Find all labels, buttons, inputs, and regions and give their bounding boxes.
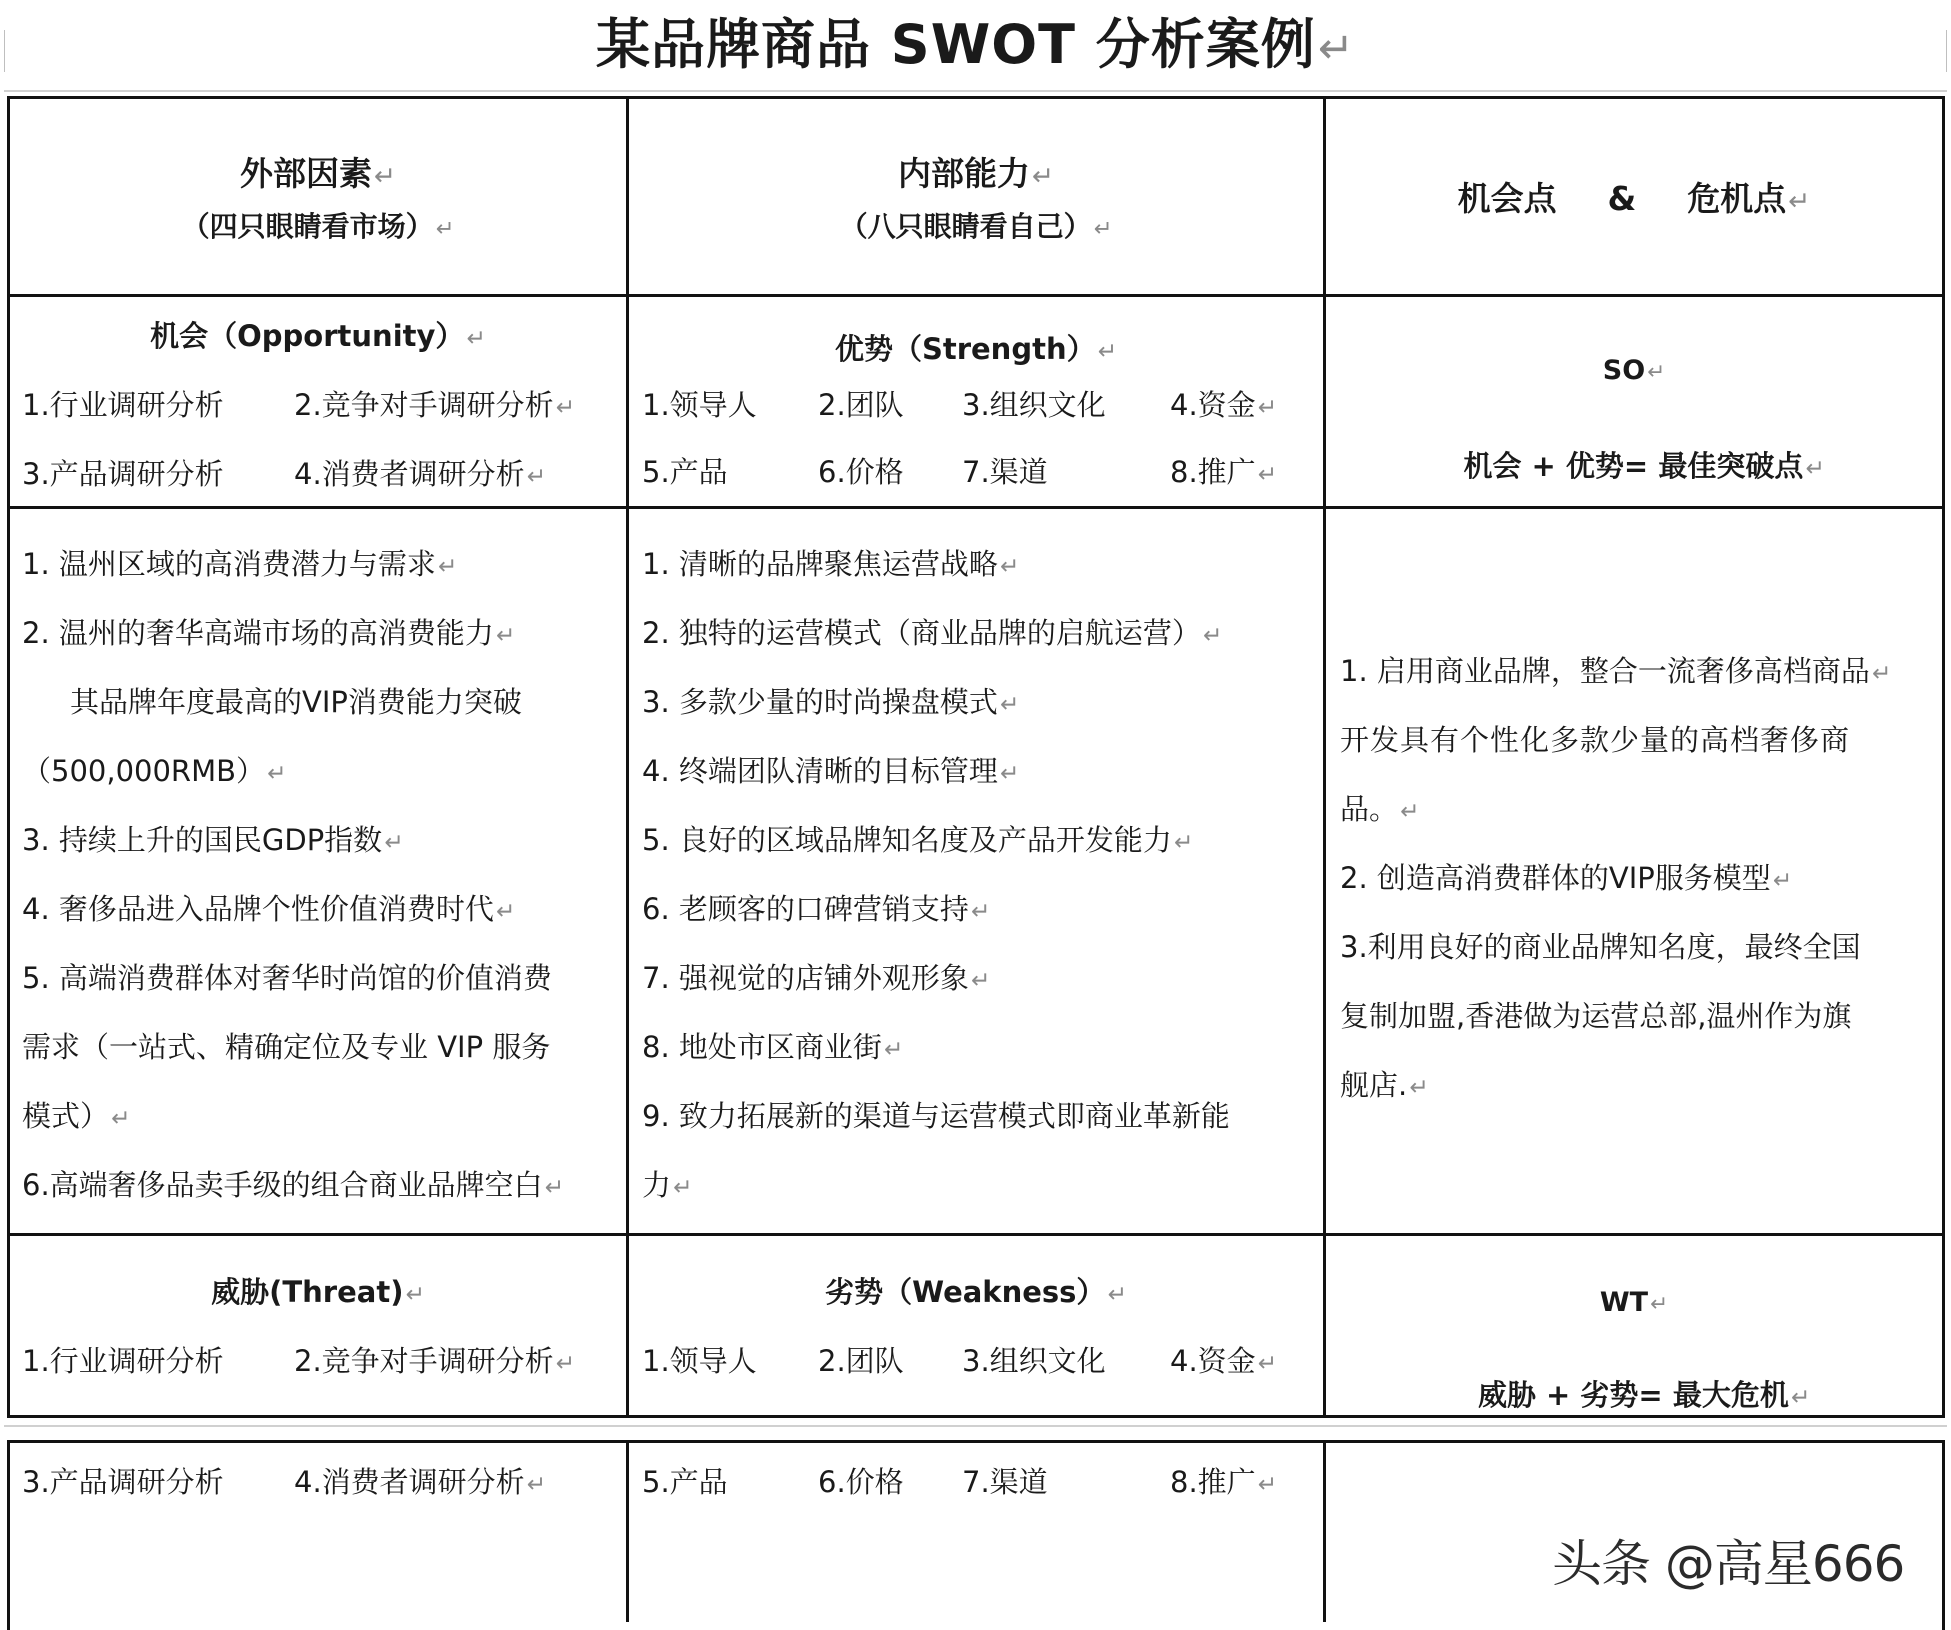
return-mark-icon: ↵ bbox=[555, 1350, 576, 1377]
return-mark-icon: ↵ bbox=[1107, 1281, 1127, 1308]
s-detail-text: 9. 致力拓展新的渠道与运营模式即商业革新能 bbox=[642, 1099, 1230, 1133]
return-mark-icon: ↵ bbox=[999, 691, 1020, 718]
strength-title bbox=[629, 327, 1323, 368]
return-mark-icon: ↵ bbox=[1772, 867, 1793, 894]
so-title bbox=[1326, 355, 1942, 386]
s-detail-line bbox=[642, 680, 1019, 721]
so-detail-text: 1. 启用商业品牌，整合一流奢侈高档商品 bbox=[1340, 654, 1870, 688]
return-mark-icon: ↵ bbox=[111, 1105, 131, 1132]
strength-title-text: 优势（Strength） bbox=[834, 332, 1096, 366]
so-detail-line bbox=[1340, 994, 1851, 1035]
s-detail-line bbox=[642, 1025, 903, 1066]
so-detail-text: 开发具有个性化多款少量的高档奢侈商 bbox=[1340, 723, 1851, 757]
weakness-item: 1.领导人 bbox=[642, 1344, 757, 1378]
title-text: 某品牌商品 SWOT 分析案例 bbox=[596, 13, 1316, 76]
s-detail-text: 1. 清晰的品牌聚焦运营战略 bbox=[642, 547, 998, 581]
so-detail-text: 3.利用良好的商业品牌知名度，最终全国 bbox=[1340, 930, 1861, 964]
return-mark-icon: ↵ bbox=[405, 1281, 425, 1308]
s-detail-text: 力 bbox=[642, 1168, 672, 1202]
return-mark-icon: ↵ bbox=[526, 463, 547, 490]
return-mark-icon: ↵ bbox=[1871, 660, 1892, 687]
strength-item: 7.渠道 bbox=[962, 455, 1048, 489]
return-mark-icon: ↵ bbox=[526, 1471, 547, 1498]
s-detail-text: 2. 独特的运营模式（商业品牌的启航运营） bbox=[642, 616, 1201, 650]
strength-item: 8.推广 bbox=[1170, 455, 1256, 489]
o-detail-line bbox=[22, 887, 515, 928]
opportunity-item: 3.产品调研分析 bbox=[22, 457, 224, 491]
row-divider-3 bbox=[7, 1233, 1945, 1236]
so-formula-text: 机会 + 优势= 最佳突破点 bbox=[1463, 449, 1804, 483]
page-break bbox=[4, 1425, 1947, 1427]
o-detail-text: 其品牌年度最高的VIP消费能力突破 bbox=[70, 685, 522, 719]
document-title bbox=[0, 2, 1951, 79]
header-points bbox=[1326, 173, 1942, 220]
strength-item: 2.团队 bbox=[818, 388, 904, 422]
s-detail-text: 7. 强视觉的店铺外观形象 bbox=[642, 961, 969, 995]
header-external bbox=[10, 148, 626, 245]
threat-title-text: 威胁(Threat) bbox=[211, 1275, 404, 1309]
internal-title: 内部能力 bbox=[897, 154, 1030, 193]
row-divider-2 bbox=[7, 506, 1945, 509]
o-detail-text: 3. 持续上升的国民GDP指数 bbox=[22, 823, 383, 857]
so-title-text: SO bbox=[1602, 355, 1646, 386]
so-detail-text: 复制加盟,香港做为运营总部,温州作为旗 bbox=[1340, 999, 1852, 1033]
return-mark-icon: ↵ bbox=[267, 760, 287, 787]
return-mark-icon: ↵ bbox=[1805, 455, 1825, 482]
points-title: 机会点 & 危机点 bbox=[1457, 179, 1787, 218]
s-detail-line bbox=[642, 1163, 692, 1204]
strength-item-wrap bbox=[1170, 383, 1277, 424]
return-mark-icon: ↵ bbox=[1097, 338, 1118, 365]
return-mark-icon: ↵ bbox=[373, 161, 397, 192]
return-mark-icon: ↵ bbox=[1257, 1350, 1278, 1377]
o-detail-line bbox=[22, 611, 515, 652]
row-divider-1 bbox=[7, 294, 1945, 297]
o-detail-text: 2. 温州的奢华高端市场的高消费能力 bbox=[22, 616, 494, 650]
s-detail-text: 4. 终端团队清晰的目标管理 bbox=[642, 754, 998, 788]
o-detail-line bbox=[22, 1094, 130, 1135]
so-detail-text: 2. 创造高消费群体的VIP服务模型 bbox=[1340, 861, 1771, 895]
weakness-item: 2.团队 bbox=[818, 1344, 904, 1378]
return-mark-icon: ↵ bbox=[1650, 1292, 1669, 1317]
weakness-item-wrap bbox=[1170, 1460, 1277, 1501]
wt-formula-text: 威胁 + 劣势= 最大危机 bbox=[1477, 1378, 1789, 1412]
opportunity-title-text: 机会（Opportunity） bbox=[150, 319, 465, 353]
s-detail-line bbox=[642, 818, 1193, 859]
return-mark-icon: ↵ bbox=[1647, 360, 1666, 385]
page-edge-left bbox=[4, 30, 5, 72]
external-subtitle: （四只眼睛看市场） bbox=[181, 210, 434, 243]
so-detail-line bbox=[1340, 718, 1850, 759]
s-detail-text: 8. 地处市区商业街 bbox=[642, 1030, 882, 1064]
return-mark-icon: ↵ bbox=[466, 325, 486, 352]
return-mark-icon: ↵ bbox=[437, 553, 458, 580]
o-detail-text: 5. 高端消费群体对奢华时尚馆的价值消费 bbox=[22, 961, 552, 995]
return-mark-icon: ↵ bbox=[1093, 216, 1113, 242]
return-mark-icon: ↵ bbox=[435, 216, 455, 242]
strength-item: 6.价格 bbox=[818, 455, 904, 489]
weakness-item-wrap bbox=[1170, 1339, 1277, 1380]
wt-title-text: WT bbox=[1599, 1287, 1649, 1318]
opportunity-item: 4.消费者调研分析 bbox=[294, 457, 525, 491]
s-detail-line bbox=[642, 887, 990, 928]
so-detail-line bbox=[1340, 856, 1792, 897]
weakness-item: 8.推广 bbox=[1170, 1465, 1256, 1499]
wt-formula bbox=[1326, 1339, 1942, 1414]
o-detail-text: 1. 温州区域的高消费潜力与需求 bbox=[22, 547, 436, 581]
s-detail-line bbox=[642, 542, 1019, 583]
strength-item: 1.领导人 bbox=[642, 388, 757, 422]
threat-item: 4.消费者调研分析 bbox=[294, 1465, 525, 1499]
weakness-item: 3.组织文化 bbox=[962, 1344, 1106, 1378]
o-detail-text: 6.高端奢侈品卖手级的组合商业品牌空白 bbox=[22, 1168, 543, 1202]
opportunity-item: 1.行业调研分析 bbox=[22, 388, 224, 422]
watermark: 头条 @高星666 bbox=[1552, 1535, 1905, 1593]
page-separator bbox=[4, 90, 1947, 92]
column-divider-2-continued bbox=[1323, 1440, 1326, 1622]
so-detail-text: 舰店. bbox=[1340, 1068, 1408, 1102]
s-detail-line bbox=[642, 956, 990, 997]
o-detail-text: （500,000RMB） bbox=[22, 754, 265, 788]
return-mark-icon: ↵ bbox=[1400, 798, 1420, 825]
o-detail-line bbox=[22, 749, 286, 790]
s-detail-text: 6. 老顾客的口碑营销支持 bbox=[642, 892, 969, 926]
return-mark-icon: ↵ bbox=[384, 829, 404, 856]
weakness-item: 4.资金 bbox=[1170, 1344, 1256, 1378]
return-mark-icon: ↵ bbox=[1031, 161, 1055, 192]
strength-item-wrap bbox=[1170, 450, 1277, 491]
return-mark-icon: ↵ bbox=[1257, 461, 1278, 488]
return-mark-icon: ↵ bbox=[883, 1036, 904, 1063]
s-detail-line bbox=[642, 749, 1019, 790]
return-mark-icon: ↵ bbox=[544, 1174, 565, 1201]
external-title: 外部因素 bbox=[239, 154, 372, 193]
so-detail-line bbox=[1340, 787, 1419, 828]
strength-item: 3.组织文化 bbox=[962, 388, 1106, 422]
wt-title bbox=[1326, 1287, 1942, 1318]
o-detail-text: 模式） bbox=[22, 1099, 110, 1133]
opportunity-item: 2.竞争对手调研分析 bbox=[294, 388, 554, 422]
so-detail-line bbox=[1340, 925, 1861, 966]
strength-item: 4.资金 bbox=[1170, 388, 1256, 422]
weakness-title bbox=[629, 1270, 1323, 1311]
column-divider-1-continued bbox=[626, 1440, 629, 1622]
opportunity-title bbox=[10, 314, 626, 355]
s-detail-line bbox=[642, 611, 1222, 652]
return-mark-icon: ↵ bbox=[1790, 1384, 1811, 1411]
return-mark-icon: ↵ bbox=[1173, 829, 1194, 856]
threat-item: 1.行业调研分析 bbox=[22, 1344, 224, 1378]
weakness-item: 7.渠道 bbox=[962, 1465, 1048, 1499]
weakness-item: 6.价格 bbox=[818, 1465, 904, 1499]
weakness-item: 5.产品 bbox=[642, 1465, 728, 1499]
o-detail-text: 4. 奢侈品进入品牌个性价值消费时代 bbox=[22, 892, 494, 926]
strength-item: 5.产品 bbox=[642, 455, 728, 489]
internal-subtitle: （八只眼睛看自己） bbox=[839, 210, 1092, 243]
return-mark-icon: ↵ bbox=[1409, 1074, 1429, 1101]
return-mark-icon: ↵ bbox=[1257, 1471, 1278, 1498]
return-mark-icon: ↵ bbox=[970, 898, 991, 925]
threat-item-wrap bbox=[294, 1460, 546, 1501]
threat-item-wrap bbox=[294, 1339, 575, 1380]
return-mark-icon: ↵ bbox=[999, 760, 1020, 787]
header-internal bbox=[629, 148, 1323, 245]
o-detail-text: 需求（一站式、精确定位及专业 VIP 服务 bbox=[22, 1030, 551, 1064]
o-detail-line bbox=[22, 818, 404, 859]
opportunity-item-wrap bbox=[294, 383, 575, 424]
return-mark-icon: ↵ bbox=[673, 1174, 693, 1201]
so-detail-line bbox=[1340, 649, 1891, 690]
s-detail-text: 5. 良好的区域品牌知名度及产品开发能力 bbox=[642, 823, 1172, 857]
threat-item: 3.产品调研分析 bbox=[22, 1465, 224, 1499]
return-mark-icon: ↵ bbox=[1257, 394, 1278, 421]
return-mark-icon: ↵ bbox=[999, 553, 1020, 580]
s-detail-line bbox=[642, 1094, 1230, 1135]
weakness-title-text: 劣势（Weakness） bbox=[825, 1275, 1106, 1309]
threat-item: 2.竞争对手调研分析 bbox=[294, 1344, 554, 1378]
return-mark-icon: ↵ bbox=[970, 967, 991, 994]
page-edge-right bbox=[1946, 30, 1947, 72]
o-detail-line bbox=[70, 680, 522, 721]
o-detail-line bbox=[22, 1163, 564, 1204]
return-mark-icon: ↵ bbox=[1202, 622, 1223, 649]
o-detail-line bbox=[22, 1025, 550, 1066]
o-detail-line bbox=[22, 542, 457, 583]
return-mark-icon: ↵ bbox=[555, 394, 576, 421]
threat-title bbox=[10, 1270, 626, 1311]
return-mark-icon: ↵ bbox=[1317, 24, 1355, 74]
o-detail-line bbox=[22, 956, 552, 997]
return-mark-icon: ↵ bbox=[495, 898, 516, 925]
return-mark-icon: ↵ bbox=[495, 622, 516, 649]
so-formula bbox=[1326, 410, 1942, 485]
s-detail-text: 3. 多款少量的时尚操盘模式 bbox=[642, 685, 998, 719]
opportunity-item-wrap bbox=[294, 452, 546, 493]
return-mark-icon: ↵ bbox=[1788, 186, 1811, 217]
so-detail-line bbox=[1340, 1063, 1429, 1104]
so-detail-text: 品。 bbox=[1340, 792, 1399, 826]
